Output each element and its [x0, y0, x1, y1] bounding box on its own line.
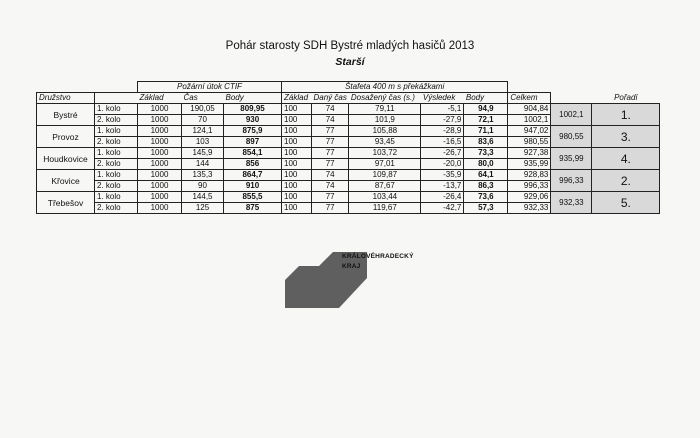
relay-achieved-time: 93,45: [349, 137, 421, 148]
round-label: 1. kolo: [95, 192, 138, 203]
attack-base: 1000: [138, 192, 182, 203]
team-rank: 2.: [592, 170, 660, 192]
relay-achieved-time: 79,11: [349, 104, 421, 115]
header-relay-points: Body: [464, 93, 508, 104]
header-attack-base: Základ: [138, 93, 182, 104]
header-relay-achieved: Dosažený čas (s.): [349, 93, 421, 104]
relay-achieved-time: 109,87: [349, 170, 421, 181]
relay-base: 100: [282, 137, 312, 148]
relay-base: 100: [282, 115, 312, 126]
table-row: [37, 126, 660, 137]
relay-given-time: 77: [312, 192, 349, 203]
relay-achieved-time: 87,67: [349, 181, 421, 192]
round-sum: 929,06: [508, 192, 551, 203]
relay-result: -35,9: [421, 170, 464, 181]
relay-base: 100: [282, 192, 312, 203]
attack-points: 854,1: [224, 148, 282, 159]
relay-achieved-time: 119,67: [349, 203, 421, 214]
attack-points: 910: [224, 181, 282, 192]
relay-result: -5,1: [421, 104, 464, 115]
attack-base: 1000: [138, 148, 182, 159]
attack-time: 190,05: [182, 104, 224, 115]
attack-time: 125: [182, 203, 224, 214]
team-rank: 3.: [592, 126, 660, 148]
relay-points: 83,6: [464, 137, 508, 148]
team-rank: 1.: [592, 104, 660, 126]
round-sum: 904,84: [508, 104, 551, 115]
header-total: Celkem: [508, 93, 551, 104]
round-label: 1. kolo: [95, 126, 138, 137]
logo-text: [342, 252, 414, 272]
group-header-row: [37, 82, 660, 93]
attack-points: 856: [224, 159, 282, 170]
relay-base: 100: [282, 104, 312, 115]
results-table: [36, 81, 660, 214]
relay-result: -16,5: [421, 137, 464, 148]
attack-base: 1000: [138, 203, 182, 214]
table-row: [37, 148, 660, 159]
attack-base: 1000: [138, 181, 182, 192]
relay-result: -13,7: [421, 181, 464, 192]
relay-given-time: 74: [312, 170, 349, 181]
relay-points: 73,3: [464, 148, 508, 159]
relay-achieved-time: 105,88: [349, 126, 421, 137]
attack-points: 864,7: [224, 170, 282, 181]
relay-result: -26,7: [421, 148, 464, 159]
team-name: Třebešov: [37, 192, 95, 214]
team-name: Houdkovice: [37, 148, 95, 170]
relay-result: -20,0: [421, 159, 464, 170]
relay-base: 100: [282, 181, 312, 192]
team-name: Bystré: [37, 104, 95, 126]
attack-points: 897: [224, 137, 282, 148]
attack-points: 875: [224, 203, 282, 214]
column-header-row: [37, 93, 660, 104]
header-rank: Pořadí: [614, 92, 638, 102]
relay-achieved-time: 97,01: [349, 159, 421, 170]
relay-given-time: 77: [312, 203, 349, 214]
attack-group-header: Požární útok CTIF: [138, 82, 282, 93]
round-label: 1. kolo: [95, 104, 138, 115]
relay-result: -28,9: [421, 126, 464, 137]
round-sum: 932,33: [508, 203, 551, 214]
relay-points: 71,1: [464, 126, 508, 137]
relay-achieved-time: 103,44: [349, 192, 421, 203]
header-team: Družstvo: [37, 93, 95, 104]
relay-points: 73,6: [464, 192, 508, 203]
relay-points: 86,3: [464, 181, 508, 192]
attack-time: 144,5: [182, 192, 224, 203]
relay-given-time: 77: [312, 137, 349, 148]
attack-time: 124,1: [182, 126, 224, 137]
attack-time: 135,3: [182, 170, 224, 181]
relay-given-time: 74: [312, 104, 349, 115]
round-label: 2. kolo: [95, 203, 138, 214]
relay-achieved-time: 103,72: [349, 148, 421, 159]
header-relay-given: Daný čas: [313, 93, 347, 102]
attack-time: 103: [182, 137, 224, 148]
relay-base: 100: [282, 148, 312, 159]
team-total: 935,99: [551, 148, 592, 170]
round-sum: 928,83: [508, 170, 551, 181]
relay-given-time: 77: [312, 148, 349, 159]
relay-base: 100: [282, 170, 312, 181]
attack-points: 809,95: [224, 104, 282, 115]
relay-result: -42,7: [421, 203, 464, 214]
team-total: 1002,1: [551, 104, 592, 126]
logo-line-2: KRAJ: [342, 263, 361, 270]
round-label: 2. kolo: [95, 137, 138, 148]
attack-time: 70: [182, 115, 224, 126]
table-row: [37, 104, 660, 115]
relay-achieved-time: 101,9: [349, 115, 421, 126]
round-label: 2. kolo: [95, 115, 138, 126]
team-total: 996,33: [551, 170, 592, 192]
round-sum: 935,99: [508, 159, 551, 170]
logo-line-1: KRÁLOVÉHRADECKÝ: [342, 253, 414, 260]
relay-points: 72,1: [464, 115, 508, 126]
round-label: 1. kolo: [95, 170, 138, 181]
round-sum: 1002,1: [508, 115, 551, 126]
category-subtitle: Starší: [335, 56, 365, 68]
relay-given-time: 77: [312, 159, 349, 170]
document-title: Pohár starosty SDH Bystré mladých hasičů 2013: [225, 40, 475, 52]
relay-points: 94,9: [464, 104, 508, 115]
round-sum: 947,02: [508, 126, 551, 137]
relay-base: 100: [282, 203, 312, 214]
round-sum: 980,55: [508, 137, 551, 148]
round-label: 1. kolo: [95, 148, 138, 159]
team-rank: 5.: [592, 192, 660, 214]
team-name: Provoz: [37, 126, 95, 148]
attack-base: 1000: [138, 170, 182, 181]
relay-points: 57,3: [464, 203, 508, 214]
relay-given-time: 77: [312, 126, 349, 137]
attack-points: 930: [224, 115, 282, 126]
attack-base: 1000: [138, 137, 182, 148]
relay-given-time: 74: [312, 115, 349, 126]
team-name: Křovice: [37, 170, 95, 192]
attack-base: 1000: [138, 126, 182, 137]
round-label: 2. kolo: [95, 181, 138, 192]
attack-base: 1000: [138, 104, 182, 115]
attack-base: 1000: [138, 159, 182, 170]
attack-time: 90: [182, 181, 224, 192]
attack-time: 144: [182, 159, 224, 170]
header-relay-result: Výsledek: [421, 93, 464, 104]
relay-base: 100: [282, 126, 312, 137]
relay-group-header: Štafeta 400 m s překážkami: [282, 82, 508, 93]
relay-given-time: 74: [312, 181, 349, 192]
header-attack-time: Čas: [182, 93, 224, 104]
round-sum: 996,33: [508, 181, 551, 192]
table-row: [37, 192, 660, 203]
relay-result: -26,4: [421, 192, 464, 203]
round-sum: 927,38: [508, 148, 551, 159]
round-label: 2. kolo: [95, 159, 138, 170]
attack-points: 855,5: [224, 192, 282, 203]
team-total: 980,55: [551, 126, 592, 148]
table-row: [37, 170, 660, 181]
attack-time: 145,9: [182, 148, 224, 159]
relay-base: 100: [282, 159, 312, 170]
header-relay-base: Základ: [282, 93, 312, 104]
attack-base: 1000: [138, 115, 182, 126]
header-attack-points: Body: [224, 93, 282, 104]
team-rank: 4.: [592, 148, 660, 170]
attack-points: 875,9: [224, 126, 282, 137]
relay-points: 80,0: [464, 159, 508, 170]
relay-result: -27,9: [421, 115, 464, 126]
relay-points: 64,1: [464, 170, 508, 181]
team-total: 932,33: [551, 192, 592, 214]
